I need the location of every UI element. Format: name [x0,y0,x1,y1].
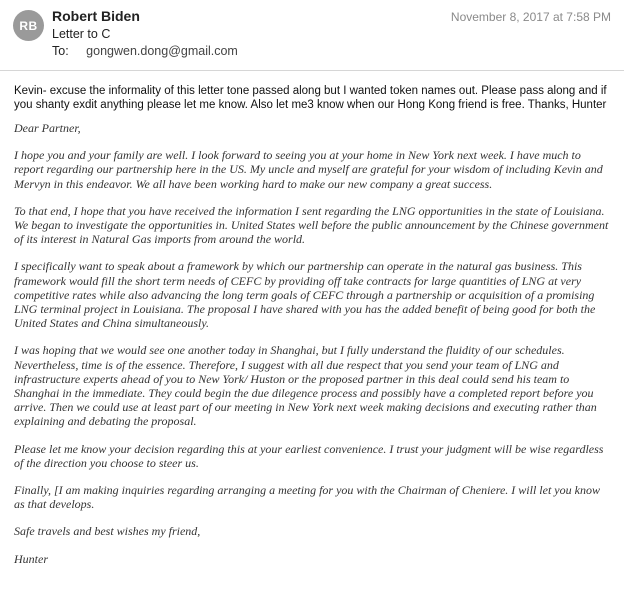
message-body [14,84,610,579]
sender-name[interactable]: Robert Biden [52,8,140,24]
letter-paragraph-2: To that end, I hope that you have received the information I sent regarding the LNG opportunities in the state of Louisiana. We began to investigate the opportunities in. United States well before the public announcement by the Chinese government of its interest in Natural Gas imports from around the world. [14,203,609,247]
letter-greeting: Dear Partner, [14,121,81,135]
sent-date: November 8, 2017 at 7:58 PM [450,10,611,24]
to-label: To: [52,44,69,58]
message-header [0,0,624,72]
header-divider [0,70,624,71]
sender-avatar[interactable]: RB [13,10,44,41]
letter-paragraph-1: I hope you and your family are well. I look forward to seeing you at your home in New York next week. I have much to report regarding our partnership here in the US. My uncle and myself are grateful for your wisdom of including Kevin and Mervyn in this endeavor. We all have been working hard to make our new company a great success. [14,148,603,191]
letter-paragraph-3: I specifically want to speak about a framework by which our partnership can operate in the natural gas business. This framework would fill the short term needs of CEFC by providing off take contracts for large quantities of LNG at very competitive rates while also advancing the long term goals of CEFC through a partnership or acquisition of a promising LNG terminal project in Louisiana. The proposal I have shared with you has the added benefit of being good for both the United States and China simultaneously. [14,259,596,331]
letter-paragraph-4: I was hoping that we would see one another today in Shanghai, but I fully understand the fluidity of our schedules. Nevertheless, time is of the essence. Therefore, I suggest with all due respect that you send your team of LNG and infrastructure experts ahead of you to New York/ Huston or the proposed partner in this deal could send his team to Shanghai in the immediate. They could begin the due dilegence process and possibly have a completed report before you arrive. Then we could use at least part of our meeting in New York next week making decisions and executing rather than explaining and debating the proposal. [14,343,597,429]
letter [14,121,610,566]
letter-signature: Hunter [14,551,48,566]
recipient-address[interactable]: gongwen.dong@gmail.com [86,44,238,58]
letter-paragraph-6: Finally, [I am making inquiries regarding arranging a meeting for you with the Chairman of Cheniere. I will let you know as that develops. [14,483,600,512]
recipient-row [52,44,238,58]
letter-paragraph-5: Please let me know your decision regarding this at your earliest convenience. I trust your judgment will be wise regardless of the direction you choose to steer us. [14,441,604,470]
forward-note: Kevin- excuse the informality of this letter tone passed along but I wanted token names out. Please pass along and if you shanty exdit anything please let me know. Also let me3 know when our Hong Kong friend is free. Thanks, Hunter [14,85,607,111]
letter-closing: Safe travels and best wishes my friend, [14,524,201,539]
subject-line: Letter to C [52,27,111,41]
